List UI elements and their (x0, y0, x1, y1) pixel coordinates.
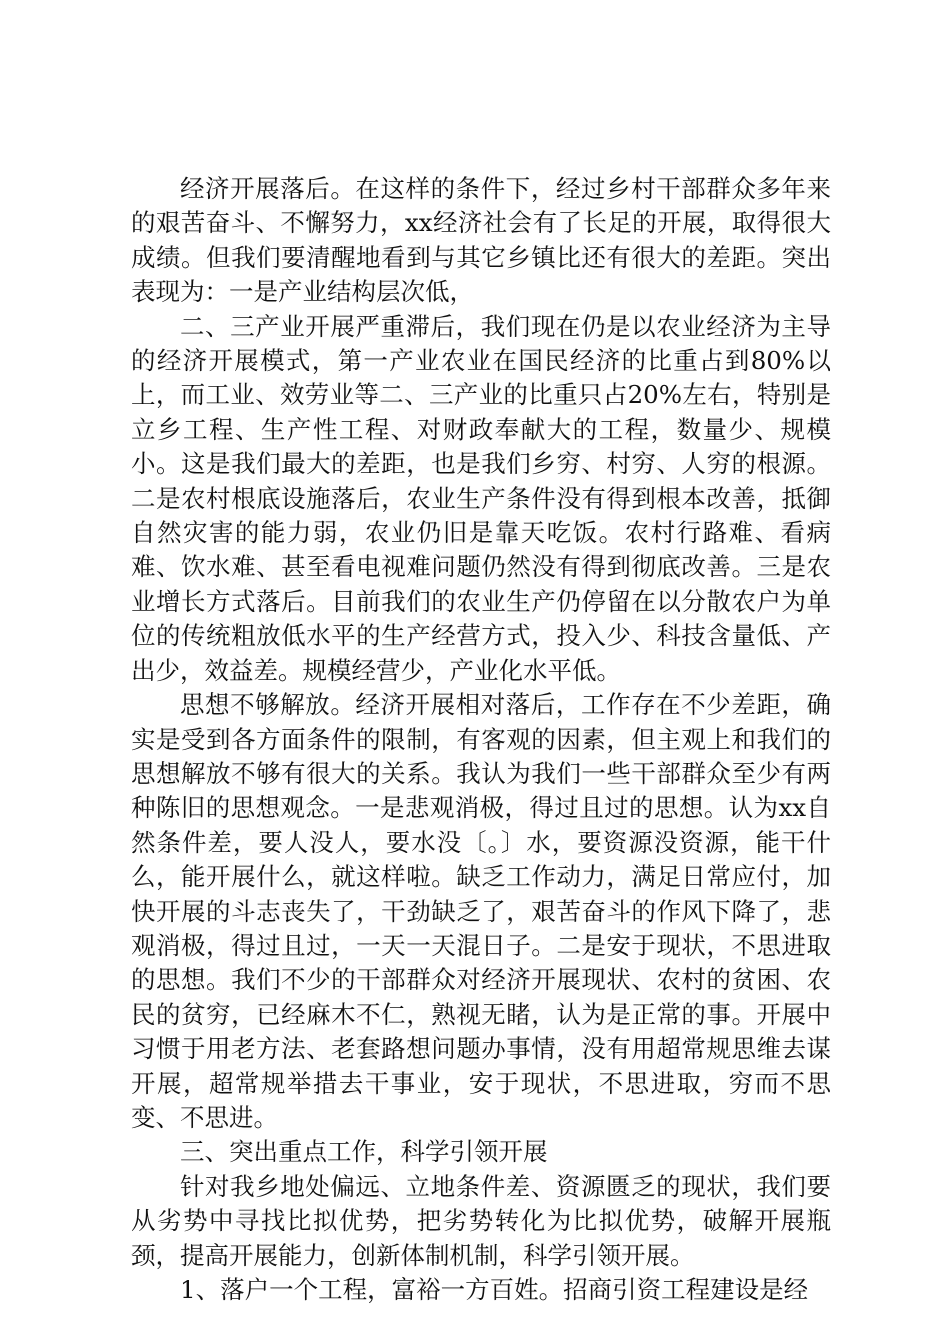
paragraph-economic-lag: 经济开展落后。在这样的条件下，经过乡村干部群众多年来的艰苦奋斗、不懈努力，xx经济社会有了长足的开展，取得很大成绩。但我们要清醒地看到与其它乡镇比还有很大的差距。突出表现为：一是产业结构层次低， (131, 174, 831, 307)
paragraph-mindset: 思想不够解放。经济开展相对落后，工作存在不少差距，确实是受到各方面条件的限制，有客观的因素，但主观上和我们的思想解放不够有很大的关系。我认为我们一些干部群众至少有两种陈旧的思想观念。一是悲观消极，得过且过的思想。认为xx自然条件差，要人没人，要水没〔。〕水，要资源没资源，能干什么，能开展什么，就这样啦。缺乏工作动力，满足日常应付，加快开展的斗志丧失了，干劲缺乏了，艰苦奋斗的作风下降了，悲观消极，得过且过，一天一天混日子。二是安于现状，不思进取的思想。我们不少的干部群众对经济开展现状、农村的贫困、农民的贫穷，已经麻木不仁，熟视无睹，认为是正常的事。开展中习惯于用老方法、老套路想问题办事情，没有用超常规思维去谋开展，超常规举措去干事业，安于现状，不思进取，穷而不思变、不思进。 (131, 690, 831, 1132)
document-body (131, 172, 831, 1307)
paragraph-strategy: 针对我乡地处偏远、立地条件差、资源匮乏的现状，我们要从劣势中寻找比拟优势，把劣势转化为比拟优势，破解开展瓶颈，提高开展能力，创新体制机制，科学引领开展。 (131, 1171, 831, 1270)
section-heading-three: 三、突出重点工作，科学引领开展 (180, 1137, 548, 1167)
paragraph-industry-lag: 二、三产业开展严重滞后，我们现在仍是以农业经济为主导的经济开展模式，第一产业农业在国民经济的比重占到80%以上，而工业、效劳业等二、三产业的比重只占20%左右，特别是立乡工程、生产性工程、对财政奉献大的工程，数量少、规模小。这是我们最大的差距，也是我们乡穷、村穷、人穷的根源。二是农村根底设施落后，农业生产条件没有得到根本改善，抵御自然灾害的能力弱，农业仍旧是靠天吃饭。农村行路难、看病难、饮水难、甚至看电视难问题仍然没有得到彻底改善。三是农业增长方式落后。目前我们的农业生产仍停留在以分散农户为单位的传统粗放低水平的生产经营方式，投入少、科技含量低、产出少，效益差。规模经营少，产业化水平低。 (131, 311, 831, 685)
paragraph-project-one: 1、落户一个工程，富裕一方百姓。招商引资工程建设是经 (180, 1275, 809, 1304)
